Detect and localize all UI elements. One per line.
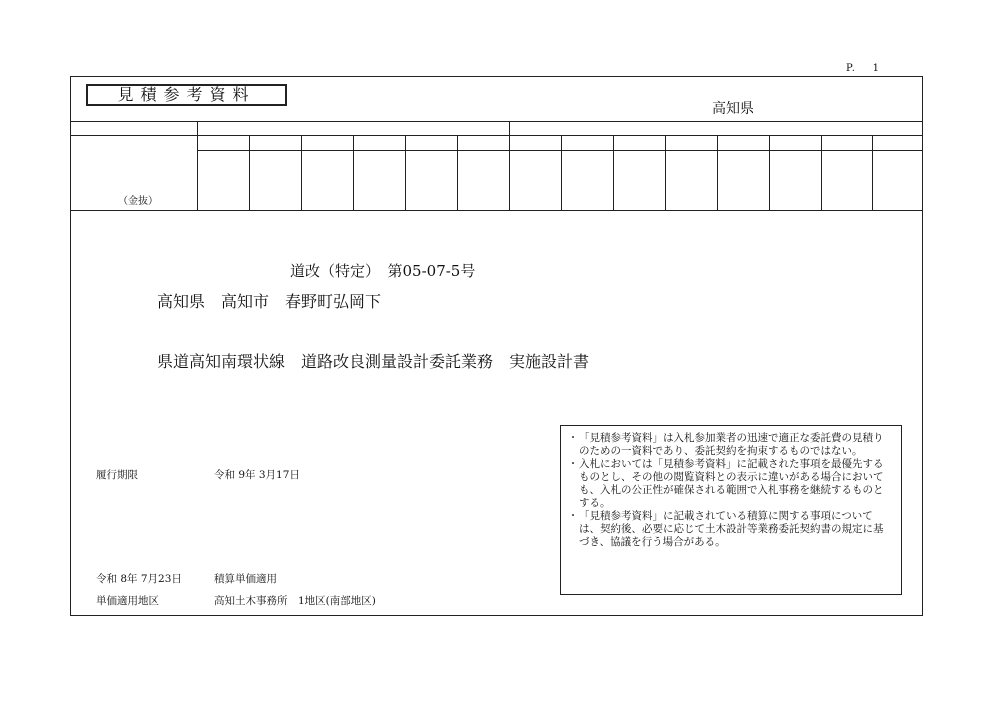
- note-item: [567, 510, 893, 549]
- deadline-label: 履行期限: [96, 469, 138, 481]
- deadline-value: 令和 9年 3月17日: [214, 469, 300, 481]
- project-location: 高知県 高知市 春野町弘岡下: [157, 292, 382, 311]
- notes-box: [560, 425, 902, 595]
- note-text: 「見積参考資料」に記載されている積算に関する事項については、契約後、必要に応じて土木設計等業務委託契約書の規定に基づき、協議を行う場合がある。: [579, 510, 884, 548]
- amount-excluded-label: （金抜）: [118, 196, 158, 207]
- note-item: [567, 458, 893, 510]
- note-bullet: ・: [567, 458, 579, 470]
- note-bullet: ・: [567, 432, 579, 444]
- page-number: P. 1: [846, 63, 880, 74]
- price-date-note: 積算単価適用: [214, 573, 277, 585]
- prefecture-label: 高知県: [712, 101, 754, 117]
- note-text: 「見積参考資料」は入札参加業者の迅速で適正な委託費の見積りのための一資料であり、委託契約を拘束するものではない。: [579, 432, 884, 457]
- region-label: 単価適用地区: [96, 595, 159, 607]
- note-bullet: ・: [567, 510, 579, 522]
- document-title: 見積参考資料: [86, 84, 287, 106]
- project-number: 道改（特定） 第05-07-5号: [290, 262, 476, 280]
- price-date: 令和 8年 7月23日: [96, 573, 182, 585]
- note-text: 入札においては「見積参考資料」に記載された事項を最優先するものとし、その他の閲覧資料との表示に違いがある場合においても、入札の公正性が確保される範囲で入札事務を継続するものとする。: [579, 458, 884, 509]
- note-item: [567, 432, 893, 458]
- region-value: 高知土木事務所 1地区(南部地区): [214, 595, 376, 607]
- project-name: 県道高知南環状線 道路改良測量設計委託業務 実施設計書: [157, 352, 590, 371]
